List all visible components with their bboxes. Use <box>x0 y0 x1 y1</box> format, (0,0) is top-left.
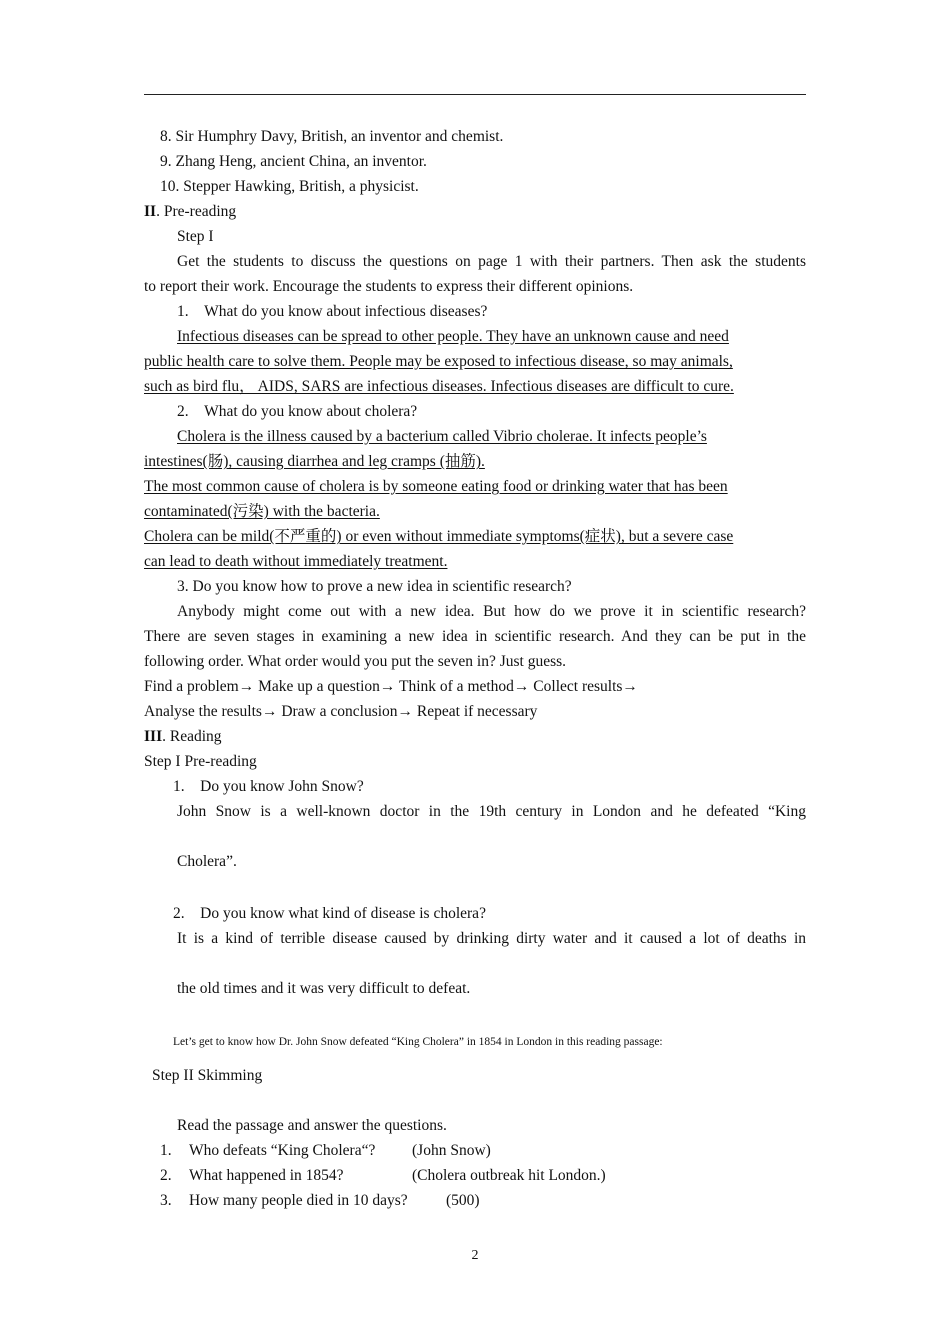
question-1: 1. What do you know about infectious diseases? <box>177 303 488 320</box>
skim-question <box>160 1141 822 1161</box>
question-text: How many people died in 10 days? <box>189 1192 408 1209</box>
page-number: 2 <box>471 1248 479 1263</box>
process-flow: Analyse the results→ Draw a conclusion→ Repeat if necessary <box>144 703 538 720</box>
question-number: 2. <box>160 1167 172 1184</box>
intro-line: Get the students to discuss the questions on page 1 with their partners. Then ask the students <box>177 253 806 270</box>
list-item: 8. Sir Humphry Davy, British, an inventor and chemist. <box>160 128 504 145</box>
question-answer: (500) <box>446 1192 480 1209</box>
skim-question <box>160 1166 822 1186</box>
section-heading-reading <box>144 727 806 747</box>
question-3: 3. Do you know how to prove a new idea in scientific research? <box>177 578 572 595</box>
question-answer: (John Snow) <box>412 1142 491 1159</box>
question-number: 1. <box>160 1142 172 1159</box>
step-label: Step I <box>177 228 214 245</box>
answer-line: John Snow is a well-known doctor in the 19th century in London and he defeated “King <box>177 803 806 820</box>
step-label: Step II Skimming <box>152 1067 263 1084</box>
paragraph-line: There are seven stages in examining a new idea in scientific research. And they can be put in the <box>144 628 806 645</box>
answer-line: contaminated(污染) with the bacteria. <box>144 503 380 520</box>
instruction: Read the passage and answer the questions. <box>177 1117 447 1134</box>
answer-line: public health care to solve them. People may be exposed to infectious disease, so may animals, <box>144 353 733 370</box>
list-item: 9. Zhang Heng, ancient China, an inventor. <box>160 153 427 170</box>
list-item: 10. Stepper Hawking, British, a physicist. <box>160 178 419 195</box>
intro-line: to report their work. Encourage the students to express their different opinions. <box>144 278 634 295</box>
reading-note: Let’s get to know how Dr. John Snow defeated “King Cholera” in 1854 in London in this reading passage: <box>173 1036 663 1048</box>
process-flow: Find a problem→ Make up a question→ Think of a method→ Collect results→ <box>144 678 638 695</box>
question-1: 1. Do you know John Snow? <box>173 778 364 795</box>
question-2: 2. Do you know what kind of disease is cholera? <box>173 905 486 922</box>
answer-line: such as bird flu， AIDS, SARS are infectious diseases. Infectious diseases are difficult to cure. <box>144 378 734 395</box>
step-label: Step I Pre-reading <box>144 753 257 770</box>
question-number: 3. <box>160 1192 172 1209</box>
paragraph-line: Anybody might come out with a new idea. But how do we prove it in scientific research? <box>177 603 806 620</box>
answer-line: The most common cause of cholera is by someone eating food or drinking water that has been <box>144 478 728 495</box>
section-roman: III <box>144 728 163 745</box>
skim-question <box>160 1191 822 1211</box>
answer-line: can lead to death without immediately treatment. <box>144 553 448 570</box>
answer-line: intestines(肠), causing diarrhea and leg cramps (抽筋). <box>144 453 485 470</box>
question-text: Who defeats “King Cholera“? <box>189 1142 376 1159</box>
paragraph-line: following order. What order would you put the seven in? Just guess. <box>144 653 567 670</box>
section-title: . Reading <box>162 728 222 745</box>
answer-line: Cholera can be mild(不严重的) or even without immediate symptoms(症状), but a severe case <box>144 528 734 545</box>
answer-line: It is a kind of terrible disease caused by drinking dirty water and it caused a lot of deaths in <box>177 930 806 947</box>
section-heading-prereading <box>144 202 806 222</box>
header-rule <box>144 94 806 95</box>
section-title: . Pre-reading <box>156 203 237 220</box>
section-roman: II <box>144 203 157 220</box>
answer-line: Infectious diseases can be spread to other people. They have an unknown cause and need <box>177 328 729 345</box>
question-answer: (Cholera outbreak hit London.) <box>412 1167 606 1184</box>
question-2: 2. What do you know about cholera? <box>177 403 418 420</box>
answer-line: Cholera is the illness caused by a bacterium called Vibrio cholerae. It infects people’s <box>177 428 707 445</box>
answer-line: Cholera”. <box>177 853 237 870</box>
answer-line: the old times and it was very difficult to defeat. <box>177 980 471 997</box>
question-text: What happened in 1854? <box>189 1167 344 1184</box>
